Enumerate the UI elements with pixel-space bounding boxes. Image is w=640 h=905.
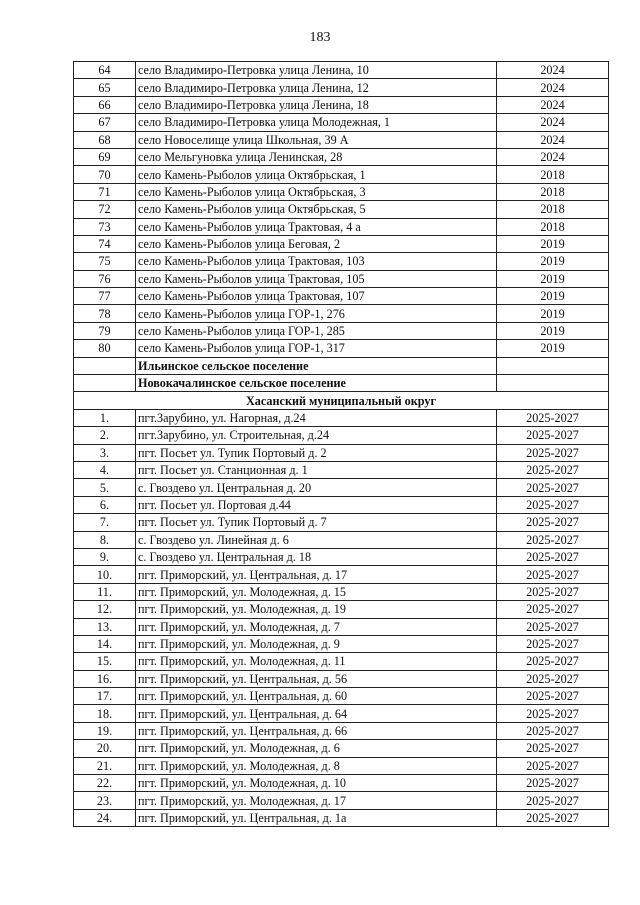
row-number-cell: 75 xyxy=(74,253,136,270)
address-cell: пгт. Приморский, ул. Центральная, д. 64 xyxy=(136,705,497,722)
table-row xyxy=(74,96,609,113)
row-number-cell: 68 xyxy=(74,131,136,148)
year-cell: 2025-2027 xyxy=(497,583,609,600)
year-cell: 2025-2027 xyxy=(497,722,609,739)
row-number-cell: 2. xyxy=(74,427,136,444)
year-cell: 2019 xyxy=(497,253,609,270)
table-row xyxy=(74,705,609,722)
table-row xyxy=(74,166,609,183)
year-cell: 2025-2027 xyxy=(497,705,609,722)
address-cell: село Камень-Рыболов улица Трактовая, 107 xyxy=(136,288,497,305)
year-cell: 2025-2027 xyxy=(497,531,609,548)
address-cell: пгт. Приморский, ул. Молодежная, д. 7 xyxy=(136,618,497,635)
section-row xyxy=(74,357,609,374)
table-row xyxy=(74,670,609,687)
table-row xyxy=(74,218,609,235)
row-number-cell: 13. xyxy=(74,618,136,635)
table-row xyxy=(74,514,609,531)
row-number-cell: 12. xyxy=(74,601,136,618)
table-row xyxy=(74,340,609,357)
row-number-cell: 17. xyxy=(74,688,136,705)
year-cell: 2018 xyxy=(497,201,609,218)
address-cell: село Камень-Рыболов улица Беговая, 2 xyxy=(136,235,497,252)
row-number-cell: 64 xyxy=(74,62,136,79)
address-cell: пгт. Посьет ул. Станционная д. 1 xyxy=(136,461,497,478)
address-cell: село Камень-Рыболов улица Трактовая, 105 xyxy=(136,270,497,287)
year-cell: 2025-2027 xyxy=(497,688,609,705)
table-row xyxy=(74,114,609,131)
table-row xyxy=(74,548,609,565)
year-cell: 2025-2027 xyxy=(497,461,609,478)
row-number-cell: 71 xyxy=(74,183,136,200)
table-row xyxy=(74,635,609,652)
address-cell: село Камень-Рыболов улица Октябрьская, 5 xyxy=(136,201,497,218)
year-cell: 2025-2027 xyxy=(497,653,609,670)
table-row xyxy=(74,653,609,670)
row-number-cell: 18. xyxy=(74,705,136,722)
row-number-cell: 67 xyxy=(74,114,136,131)
table-row xyxy=(74,601,609,618)
year-cell: 2019 xyxy=(497,340,609,357)
year-cell: 2024 xyxy=(497,96,609,113)
address-cell: пгт. Приморский, ул. Центральная, д. 17 xyxy=(136,566,497,583)
address-cell: село Владимиро-Петровка улица Ленина, 12 xyxy=(136,79,497,96)
address-cell: село Камень-Рыболов улица Трактовая, 103 xyxy=(136,253,497,270)
row-number-cell: 66 xyxy=(74,96,136,113)
page-number: 183 xyxy=(309,30,331,45)
row-number-cell: 8. xyxy=(74,531,136,548)
year-cell: 2024 xyxy=(497,62,609,79)
table-row xyxy=(74,792,609,809)
district-row xyxy=(74,392,609,409)
year-cell: 2025-2027 xyxy=(497,809,609,826)
row-number-cell: 24. xyxy=(74,809,136,826)
address-cell: село Камень-Рыболов улица ГОР-1, 317 xyxy=(136,340,497,357)
year-cell: 2019 xyxy=(497,235,609,252)
row-number-cell: 80 xyxy=(74,340,136,357)
empty-cell xyxy=(497,375,609,392)
year-cell: 2018 xyxy=(497,218,609,235)
year-cell: 2025-2027 xyxy=(497,496,609,513)
table-row xyxy=(74,531,609,548)
section-row xyxy=(74,375,609,392)
address-cell: село Владимиро-Петровка улица Ленина, 10 xyxy=(136,62,497,79)
address-cell: пгт. Приморский, ул. Центральная, д. 60 xyxy=(136,688,497,705)
address-cell: пгт.Зарубино, ул. Строительная, д.24 xyxy=(136,427,497,444)
empty-cell xyxy=(74,357,136,374)
row-number-cell: 3. xyxy=(74,444,136,461)
row-number-cell: 5. xyxy=(74,479,136,496)
year-cell: 2025-2027 xyxy=(497,409,609,426)
address-cell: пгт. Приморский, ул. Молодежная, д. 11 xyxy=(136,653,497,670)
address-cell: пгт. Приморский, ул. Молодежная, д. 9 xyxy=(136,635,497,652)
row-number-cell: 22. xyxy=(74,775,136,792)
row-number-cell: 69 xyxy=(74,148,136,165)
row-number-cell: 11. xyxy=(74,583,136,600)
address-cell: пгт. Приморский, ул. Молодежная, д. 19 xyxy=(136,601,497,618)
row-number-cell: 10. xyxy=(74,566,136,583)
row-number-cell: 78 xyxy=(74,305,136,322)
year-cell: 2025-2027 xyxy=(497,444,609,461)
table-row xyxy=(74,722,609,739)
row-number-cell: 20. xyxy=(74,740,136,757)
address-cell: село Камень-Рыболов улица Октябрьская, 1 xyxy=(136,166,497,183)
table-row xyxy=(74,62,609,79)
address-cell: с. Гвоздево ул. Центральная д. 20 xyxy=(136,479,497,496)
address-cell: пгт. Приморский, ул. Центральная, д. 56 xyxy=(136,670,497,687)
address-cell: пгт. Приморский, ул. Центральная, д. 1а xyxy=(136,809,497,826)
row-number-cell: 73 xyxy=(74,218,136,235)
year-cell: 2025-2027 xyxy=(497,740,609,757)
year-cell: 2025-2027 xyxy=(497,618,609,635)
settlement-heading: Ильинское сельское поселение xyxy=(136,357,497,374)
year-cell: 2018 xyxy=(497,166,609,183)
row-number-cell: 16. xyxy=(74,670,136,687)
table-row xyxy=(74,496,609,513)
row-number-cell: 6. xyxy=(74,496,136,513)
row-number-cell: 1. xyxy=(74,409,136,426)
address-cell: село Камень-Рыболов улица Октябрьская, 3 xyxy=(136,183,497,200)
table-row xyxy=(74,618,609,635)
row-number-cell: 15. xyxy=(74,653,136,670)
row-number-cell: 70 xyxy=(74,166,136,183)
year-cell: 2025-2027 xyxy=(497,670,609,687)
table-row xyxy=(74,757,609,774)
table-row xyxy=(74,270,609,287)
row-number-cell: 4. xyxy=(74,461,136,478)
year-cell: 2024 xyxy=(497,79,609,96)
address-cell: с. Гвоздево ул. Центральная д. 18 xyxy=(136,548,497,565)
row-number-cell: 72 xyxy=(74,201,136,218)
table-row xyxy=(74,461,609,478)
row-number-cell: 79 xyxy=(74,322,136,339)
year-cell: 2019 xyxy=(497,322,609,339)
address-cell: пгт. Приморский, ул. Молодежная, д. 6 xyxy=(136,740,497,757)
row-number-cell: 19. xyxy=(74,722,136,739)
table-row xyxy=(74,583,609,600)
table-row xyxy=(74,566,609,583)
housing-registry-table xyxy=(73,61,609,827)
empty-cell xyxy=(74,375,136,392)
address-cell: пгт. Приморский, ул. Молодежная, д. 8 xyxy=(136,757,497,774)
address-cell: пгт. Посьет ул. Тупик Портовый д. 7 xyxy=(136,514,497,531)
district-heading: Хасанский муниципальный округ xyxy=(74,392,609,409)
row-number-cell: 9. xyxy=(74,548,136,565)
year-cell: 2024 xyxy=(497,148,609,165)
address-cell: село Камень-Рыболов улица ГОР-1, 276 xyxy=(136,305,497,322)
address-cell: село Новоселище улица Школьная, 39 А xyxy=(136,131,497,148)
table-row xyxy=(74,322,609,339)
table-row xyxy=(74,253,609,270)
row-number-cell: 77 xyxy=(74,288,136,305)
table-row xyxy=(74,79,609,96)
year-cell: 2025-2027 xyxy=(497,566,609,583)
address-cell: пгт. Посьет ул. Тупик Портовый д. 2 xyxy=(136,444,497,461)
table-row xyxy=(74,148,609,165)
table-row xyxy=(74,809,609,826)
address-cell: пгт. Приморский, ул. Молодежная, д. 10 xyxy=(136,775,497,792)
year-cell: 2025-2027 xyxy=(497,601,609,618)
address-cell: пгт. Приморский, ул. Молодежная, д. 15 xyxy=(136,583,497,600)
empty-cell xyxy=(497,357,609,374)
row-number-cell: 21. xyxy=(74,757,136,774)
table-row xyxy=(74,444,609,461)
year-cell: 2019 xyxy=(497,305,609,322)
table-row xyxy=(74,235,609,252)
table-row xyxy=(74,775,609,792)
year-cell: 2018 xyxy=(497,183,609,200)
row-number-cell: 14. xyxy=(74,635,136,652)
address-cell: село Владимиро-Петровка улица Ленина, 18 xyxy=(136,96,497,113)
address-cell: село Камень-Рыболов улица Трактовая, 4 а xyxy=(136,218,497,235)
address-cell: село Мельгуновка улица Ленинская, 28 xyxy=(136,148,497,165)
year-cell: 2025-2027 xyxy=(497,792,609,809)
year-cell: 2025-2027 xyxy=(497,775,609,792)
year-cell: 2025-2027 xyxy=(497,514,609,531)
settlement-heading: Новокачалинское сельское поселение xyxy=(136,375,497,392)
year-cell: 2025-2027 xyxy=(497,757,609,774)
year-cell: 2024 xyxy=(497,131,609,148)
table-row xyxy=(74,305,609,322)
year-cell: 2019 xyxy=(497,270,609,287)
year-cell: 2025-2027 xyxy=(497,479,609,496)
year-cell: 2024 xyxy=(497,114,609,131)
table-row xyxy=(74,288,609,305)
address-cell: пгт. Приморский, ул. Центральная, д. 66 xyxy=(136,722,497,739)
address-cell: пгт. Посьет ул. Портовая д.44 xyxy=(136,496,497,513)
table-row xyxy=(74,183,609,200)
row-number-cell: 74 xyxy=(74,235,136,252)
table-row xyxy=(74,427,609,444)
table-row xyxy=(74,201,609,218)
table-row xyxy=(74,688,609,705)
row-number-cell: 23. xyxy=(74,792,136,809)
row-number-cell: 7. xyxy=(74,514,136,531)
table-row xyxy=(74,131,609,148)
table-body xyxy=(74,62,609,827)
address-cell: село Владимиро-Петровка улица Молодежная, 1 xyxy=(136,114,497,131)
year-cell: 2025-2027 xyxy=(497,427,609,444)
address-cell: с. Гвоздево ул. Линейная д. 6 xyxy=(136,531,497,548)
year-cell: 2025-2027 xyxy=(497,635,609,652)
table-row xyxy=(74,409,609,426)
row-number-cell: 76 xyxy=(74,270,136,287)
table-row xyxy=(74,479,609,496)
year-cell: 2025-2027 xyxy=(497,548,609,565)
address-cell: село Камень-Рыболов улица ГОР-1, 285 xyxy=(136,322,497,339)
address-cell: пгт. Приморский, ул. Молодежная, д. 17 xyxy=(136,792,497,809)
year-cell: 2019 xyxy=(497,288,609,305)
table-row xyxy=(74,740,609,757)
address-cell: пгт.Зарубино, ул. Нагорная, д.24 xyxy=(136,409,497,426)
row-number-cell: 65 xyxy=(74,79,136,96)
